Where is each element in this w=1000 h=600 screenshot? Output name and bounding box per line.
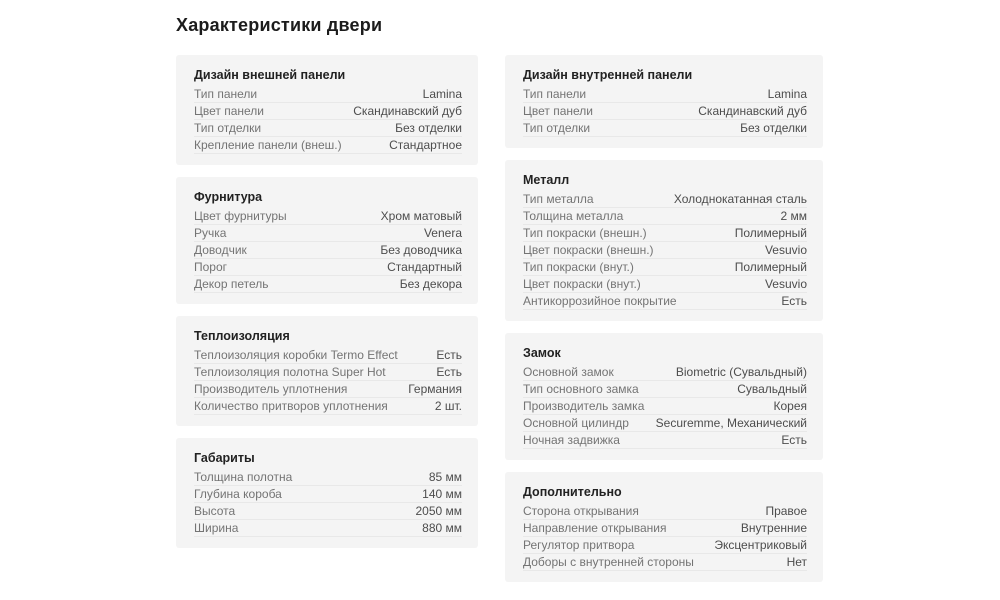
spec-row-value: Vesuvio xyxy=(764,277,807,291)
spec-row-label: Тип основного замка xyxy=(523,382,639,396)
spec-row-label: Антикоррозийное покрытие xyxy=(523,294,677,308)
spec-row-label: Основной цилиндр xyxy=(523,416,629,430)
spec-row-value: Сувальдный xyxy=(737,382,807,396)
spec-row xyxy=(523,259,807,276)
spec-row-label: Декор петель xyxy=(194,277,269,291)
spec-row-label: Тип покраски (внешн.) xyxy=(523,226,647,240)
spec-row-value: Securemme, Механический xyxy=(655,416,807,430)
spec-row-value: Стандартный xyxy=(387,260,462,274)
spec-row-value: Есть xyxy=(781,433,807,447)
spec-row-value: Эксцентриковый xyxy=(714,538,807,552)
spec-row-value: Есть xyxy=(436,365,462,379)
spec-card-heading: Теплоизоляция xyxy=(194,329,290,343)
spec-row-label: Регулятор притвора xyxy=(523,538,635,552)
spec-row-label: Толщина металла xyxy=(523,209,624,223)
spec-row-value: Venera xyxy=(423,226,462,240)
spec-row-value: 85 мм xyxy=(428,470,462,484)
spec-row-value: Полимерный xyxy=(734,226,807,240)
spec-row xyxy=(194,347,462,364)
spec-card-rows xyxy=(194,469,462,537)
spec-column-right xyxy=(505,55,823,582)
spec-row-label: Производитель уплотнения xyxy=(194,382,348,396)
spec-row xyxy=(194,103,462,120)
spec-row-value: Есть xyxy=(781,294,807,308)
spec-row xyxy=(194,86,462,103)
spec-row-label: Цвет панели xyxy=(194,104,265,118)
spec-row-value: 2050 мм xyxy=(415,504,462,518)
spec-card-heading: Габариты xyxy=(194,451,255,465)
spec-card-rows xyxy=(194,347,462,415)
spec-columns xyxy=(176,55,824,582)
spec-row xyxy=(523,208,807,225)
spec-row-value: Скандинавский дуб xyxy=(698,104,807,118)
spec-row-label: Ширина xyxy=(194,521,239,535)
spec-row xyxy=(523,225,807,242)
spec-card-rows xyxy=(523,364,807,449)
spec-row xyxy=(194,276,462,293)
spec-row xyxy=(194,259,462,276)
spec-row-label: Тип панели xyxy=(523,87,587,101)
spec-row-label: Направление открывания xyxy=(523,521,667,535)
spec-row xyxy=(523,120,807,137)
spec-row-label: Тип металла xyxy=(523,192,594,206)
spec-card-rows xyxy=(523,503,807,571)
spec-row-label: Толщина полотна xyxy=(194,470,293,484)
spec-row xyxy=(523,103,807,120)
spec-card-rows xyxy=(523,191,807,310)
spec-row xyxy=(523,364,807,381)
spec-row xyxy=(194,381,462,398)
spec-row-label: Цвет покраски (внут.) xyxy=(523,277,641,291)
spec-card-heading: Металл xyxy=(523,173,570,187)
spec-row xyxy=(523,191,807,208)
spec-row xyxy=(194,469,462,486)
spec-row xyxy=(194,364,462,381)
spec-row-value: Без отделки xyxy=(395,121,462,135)
spec-row-value: Холоднокатанная сталь xyxy=(673,192,807,206)
spec-row-value: Корея xyxy=(773,399,807,413)
spec-row xyxy=(523,537,807,554)
spec-card xyxy=(505,333,823,460)
spec-row-value: 140 мм xyxy=(422,487,462,501)
spec-row-value: Скандинавский дуб xyxy=(353,104,462,118)
spec-row-label: Тип отделки xyxy=(194,121,262,135)
spec-row xyxy=(194,486,462,503)
spec-row-label: Доводчик xyxy=(194,243,247,257)
spec-row xyxy=(523,398,807,415)
spec-row xyxy=(194,242,462,259)
spec-row-label: Количество притворов уплотнения xyxy=(194,399,388,413)
spec-row xyxy=(523,432,807,449)
spec-card-heading: Дизайн внешней панели xyxy=(194,68,346,82)
spec-row xyxy=(194,137,462,154)
spec-row-value: 880 мм xyxy=(422,521,462,535)
spec-row-label: Цвет панели xyxy=(523,104,594,118)
spec-row-label: Производитель замка xyxy=(523,399,645,413)
spec-row-value: Без декора xyxy=(399,277,462,291)
spec-card xyxy=(505,55,823,148)
spec-row-label: Глубина короба xyxy=(194,487,282,501)
spec-row-label: Сторона открывания xyxy=(523,504,639,518)
spec-card xyxy=(176,316,478,426)
spec-card-rows xyxy=(194,86,462,154)
spec-row xyxy=(523,242,807,259)
spec-card xyxy=(176,55,478,165)
spec-card-heading: Фурнитура xyxy=(194,190,263,204)
page-title: Характеристики двери xyxy=(176,15,383,35)
spec-row-label: Основной замок xyxy=(523,365,614,379)
spec-row xyxy=(194,208,462,225)
spec-row xyxy=(523,381,807,398)
spec-card xyxy=(505,472,823,582)
spec-row xyxy=(194,398,462,415)
spec-row xyxy=(523,520,807,537)
spec-row-value: Vesuvio xyxy=(764,243,807,257)
spec-row-value: 2 шт. xyxy=(434,399,462,413)
spec-card-heading: Дополнительно xyxy=(523,485,622,499)
spec-row-value: Без доводчика xyxy=(380,243,462,257)
spec-row-value: 2 мм xyxy=(780,209,807,223)
spec-row-value: Внутренние xyxy=(740,521,807,535)
spec-column-left xyxy=(176,55,478,548)
spec-row xyxy=(194,520,462,537)
spec-row-label: Ночная задвижка xyxy=(523,433,620,447)
spec-row-value: Нет xyxy=(786,555,807,569)
spec-row-label: Тип отделки xyxy=(523,121,591,135)
spec-row xyxy=(523,293,807,310)
spec-row-value: Biometric (Сувальдный) xyxy=(675,365,807,379)
spec-row-value: Хром матовый xyxy=(380,209,462,223)
spec-card-rows xyxy=(523,86,807,137)
spec-card-heading: Замок xyxy=(523,346,561,360)
spec-card-rows xyxy=(194,208,462,293)
spec-card xyxy=(176,438,478,548)
spec-row xyxy=(523,86,807,103)
spec-row-value: Стандартное xyxy=(389,138,462,152)
spec-row xyxy=(523,503,807,520)
spec-row-label: Ручка xyxy=(194,226,227,240)
spec-row-label: Цвет фурнитуры xyxy=(194,209,287,223)
spec-row-value: Полимерный xyxy=(734,260,807,274)
spec-card xyxy=(176,177,478,304)
spec-row-value: Германия xyxy=(408,382,462,396)
spec-row-value: Lamina xyxy=(767,87,807,101)
spec-row-label: Порог xyxy=(194,260,228,274)
spec-row-label: Крепление панели (внеш.) xyxy=(194,138,342,152)
spec-row-label: Тип покраски (внут.) xyxy=(523,260,634,274)
spec-row xyxy=(523,554,807,571)
spec-row xyxy=(194,225,462,242)
spec-card-heading: Дизайн внутренней панели xyxy=(523,68,693,82)
spec-card xyxy=(505,160,823,321)
spec-row-label: Цвет покраски (внешн.) xyxy=(523,243,654,257)
spec-row-value: Правое xyxy=(765,504,807,518)
spec-row xyxy=(523,276,807,293)
door-specs-page xyxy=(176,14,824,582)
spec-row-value: Есть xyxy=(436,348,462,362)
spec-row-value: Без отделки xyxy=(740,121,807,135)
spec-row-label: Теплоизоляция коробки Termo Effect xyxy=(194,348,398,362)
spec-row-label: Теплоизоляция полотна Super Hot xyxy=(194,365,386,379)
spec-row-value: Lamina xyxy=(422,87,462,101)
spec-row xyxy=(194,120,462,137)
spec-row-label: Тип панели xyxy=(194,87,258,101)
spec-row xyxy=(194,503,462,520)
spec-row xyxy=(523,415,807,432)
spec-row-label: Высота xyxy=(194,504,236,518)
spec-row-label: Доборы с внутренней стороны xyxy=(523,555,694,569)
